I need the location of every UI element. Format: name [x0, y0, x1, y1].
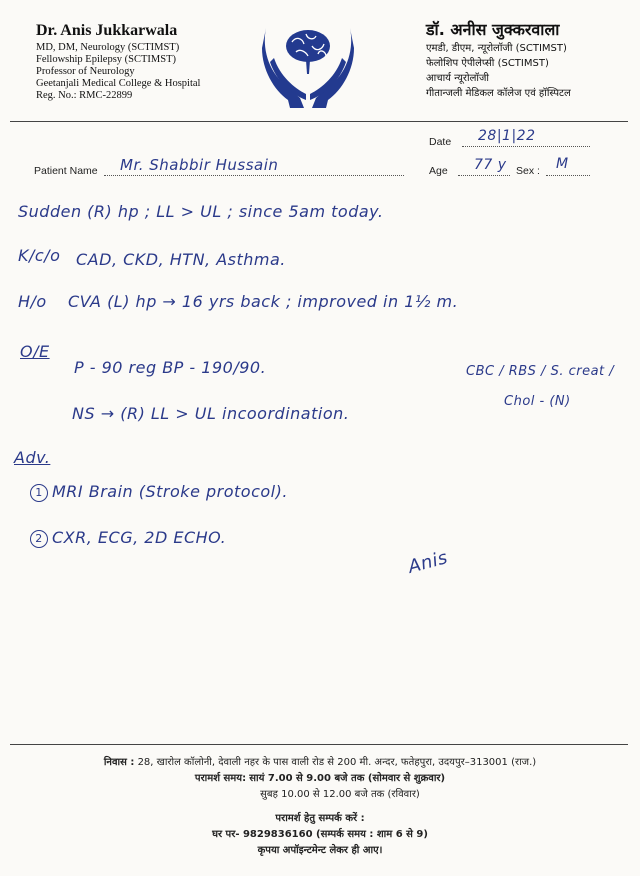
- address-line: [0, 754, 640, 768]
- cholesterol-note: Chol - (N): [504, 394, 571, 409]
- registration-number: Reg. No.: RMC-22899: [36, 90, 133, 101]
- qualification-line-hi: एमडी, डीएम, न्यूरोलॉजी (SCTIMST): [426, 43, 567, 54]
- advice-item: [30, 528, 226, 548]
- qualification-line: Fellowship Epilepsy (SCTIMST): [36, 54, 177, 65]
- patient-name-label: Patient Name: [34, 165, 98, 177]
- timing-weekday: सायं 7.00 से 9.00 बजे तक (सोमवार से शुक्रवार): [249, 773, 446, 784]
- advice-number: 2: [30, 530, 48, 548]
- date-underline: [462, 146, 590, 147]
- sex-underline: [546, 175, 590, 176]
- timing-sunday: सुबह 10.00 से 12.00 बजे तक (रविवार): [260, 789, 420, 800]
- doctor-name-hi: डॉ. अनीस जुक्करवाला: [426, 20, 560, 39]
- comorbidities-note: CAD, CKD, HTN, Asthma.: [76, 250, 286, 269]
- appointment-note: कृपया अपॉइन्टमेन्ट लेकर ही आए।: [257, 845, 383, 856]
- advice-item: [30, 482, 288, 502]
- oe-label: O/E: [20, 342, 50, 361]
- sex-value: M: [556, 156, 569, 172]
- doctor-name-en: Dr. Anis Jukkarwala: [36, 22, 178, 39]
- timing-line: [0, 770, 640, 784]
- advice-label: Adv.: [14, 448, 51, 467]
- investigations-note: CBC / RBS / S. creat /: [466, 364, 615, 379]
- header-divider: [10, 121, 628, 122]
- age-value: 77 y: [474, 157, 507, 173]
- address-text: 28, खारोल कॉलोनी, देवाली नहर के पास वाली रोड से 200 मी. अन्दर, फतेहपुरा, उदयपुर–313001 (राज.): [137, 757, 537, 768]
- qualification-line-hi: फेलोशिप ऐपीलेप्सी (SCTIMST): [426, 58, 549, 69]
- address-label: निवास :: [103, 757, 135, 768]
- ns-exam-note: NS → (R) LL > UL incoordination.: [72, 404, 350, 423]
- patient-name-underline: [104, 175, 404, 176]
- advice-text: MRI Brain (Stroke protocol).: [52, 482, 288, 501]
- qualification-line-hi: गीतान्जली मेडिकल कॉलेज एवं हॉस्पिटल: [426, 88, 571, 99]
- age-underline: [458, 175, 510, 176]
- advice-number: 1: [30, 484, 48, 502]
- patient-name-value: Mr. Shabbir Hussain: [120, 156, 279, 174]
- complaint-note: Sudden (R) hp ; LL > UL ; since 5am today.: [18, 202, 384, 221]
- qualification-line: Geetanjali Medical College & Hospital: [36, 78, 201, 89]
- footer-divider: [10, 744, 628, 745]
- brain-hands-logo: [260, 18, 356, 110]
- history-note: CVA (L) hp → 16 yrs back ; improved in 1½ m.: [68, 292, 459, 311]
- qualification-line-hi: आचार्य न्यूरोलॉजी: [426, 73, 489, 84]
- advice-text: CXR, ECG, 2D ECHO.: [52, 528, 227, 547]
- contact-title: परामर्श हेतु सम्पर्क करें :: [275, 813, 365, 824]
- sex-label: Sex :: [516, 165, 540, 177]
- qualification-line: MD, DM, Neurology (SCTIMST): [36, 42, 180, 53]
- date-value: 28|1|22: [478, 128, 536, 144]
- age-label: Age: [429, 165, 448, 177]
- history-label: H/o: [18, 292, 47, 311]
- contact-phone: घर पर- 9829836160 (सम्पर्क समय : शाम 6 से 9): [212, 829, 428, 840]
- date-label: Date: [429, 136, 452, 148]
- kco-label: K/c/o: [18, 246, 61, 265]
- timing-label: परामर्श समय:: [194, 773, 247, 784]
- vitals-note: P - 90 reg BP - 190/90.: [74, 358, 267, 377]
- signature: Anis: [405, 547, 451, 578]
- qualification-line: Professor of Neurology: [36, 66, 135, 77]
